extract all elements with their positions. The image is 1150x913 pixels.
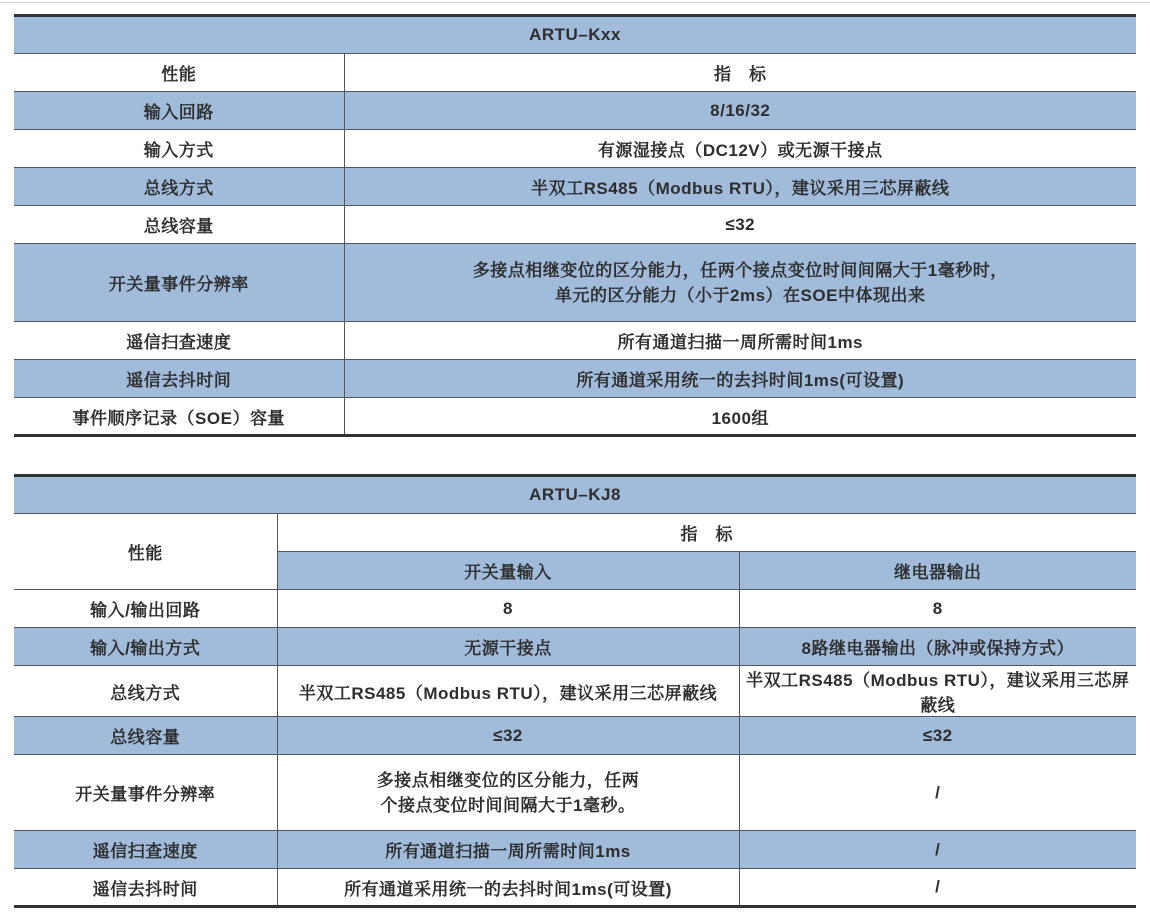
row-label: 总线方式 [14,666,277,717]
table-row [14,717,1136,755]
row-value-input: 半双工RS485（Modbus RTU），建议采用三芯屏蔽线 [277,666,739,717]
table-row [14,514,1136,552]
row-value: 半双工RS485（Modbus RTU），建议采用三芯屏蔽线 [344,168,1136,206]
table-row [14,590,1136,628]
row-label: 总线容量 [14,717,277,755]
table-title: ARTU–KJ8 [14,476,1136,514]
column-header-index: 指 标 [277,514,1136,552]
row-value-line2: 个接点变位时间间隔大于1毫秒。 [380,795,636,815]
row-value-input: ≤32 [277,717,739,755]
table-row [14,476,1136,514]
row-label: 开关量事件分辨率 [14,244,344,322]
table-row [14,398,1136,436]
row-value: 1600组 [344,398,1136,436]
table-row [14,206,1136,244]
table-row [14,869,1136,907]
table-row [14,322,1136,360]
column-header-perf: 性能 [14,54,344,92]
row-label: 开关量事件分辨率 [14,755,277,831]
row-value: 所有通道采用统一的去抖时间1ms(可设置) [344,360,1136,398]
row-value-output: ≤32 [739,717,1136,755]
table-title: ARTU–Kxx [14,16,1136,54]
table-row [14,54,1136,92]
row-value: 有源湿接点（DC12V）或无源干接点 [344,130,1136,168]
row-label: 输入回路 [14,92,344,130]
row-label: 输入/输出回路 [14,590,277,628]
column-header-digital-input: 开关量输入 [277,552,739,590]
row-label: 输入/输出方式 [14,628,277,666]
column-header-index: 指 标 [344,54,1136,92]
row-label: 输入方式 [14,130,344,168]
row-value-output: 8路继电器输出（脉冲或保持方式） [739,628,1136,666]
spec-table-artu-kxx [14,14,1136,437]
table-row [14,755,1136,831]
table-row [14,831,1136,869]
row-value-line1: 多接点相继变位的区分能力，任两 [376,770,640,790]
row-label: 事件顺序记录（SOE）容量 [14,398,344,436]
table-row [14,168,1136,206]
table-row [14,92,1136,130]
row-value-output: / [739,831,1136,869]
row-label: 遥信扫查速度 [14,831,277,869]
row-value [344,244,1136,322]
table-row [14,360,1136,398]
row-value: 所有通道扫描一周所需时间1ms [344,322,1136,360]
page-top-rule [0,2,1150,3]
row-value-input [277,755,739,831]
row-value-output: 8 [739,590,1136,628]
row-value-output: / [739,869,1136,907]
table-row [14,16,1136,54]
row-value-input: 8 [277,590,739,628]
row-label: 遥信去抖时间 [14,360,344,398]
row-label: 总线容量 [14,206,344,244]
row-value: ≤32 [344,206,1136,244]
row-value-line1: 多接点相继变位的区分能力，任两个接点变位时间间隔大于1毫秒时， [472,260,1008,280]
row-value-input: 无源干接点 [277,628,739,666]
row-value-input: 所有通道采用统一的去抖时间1ms(可设置) [277,869,739,907]
row-value-output: 半双工RS485（Modbus RTU），建议采用三芯屏蔽线 [739,666,1136,717]
row-value-line2: 单元的区分能力（小于2ms）在SOE中体现出来 [555,285,926,305]
row-value-output: / [739,755,1136,831]
spec-table-artu-kj8 [14,474,1136,908]
table-row [14,628,1136,666]
row-value-input: 所有通道扫描一周所需时间1ms [277,831,739,869]
row-label: 遥信去抖时间 [14,869,277,907]
table-row [14,666,1136,717]
table-row [14,130,1136,168]
column-header-relay-output: 继电器输出 [739,552,1136,590]
row-label: 总线方式 [14,168,344,206]
row-value: 8/16/32 [344,92,1136,130]
row-label: 遥信扫查速度 [14,322,344,360]
column-header-perf: 性能 [14,514,277,590]
table-row [14,244,1136,322]
